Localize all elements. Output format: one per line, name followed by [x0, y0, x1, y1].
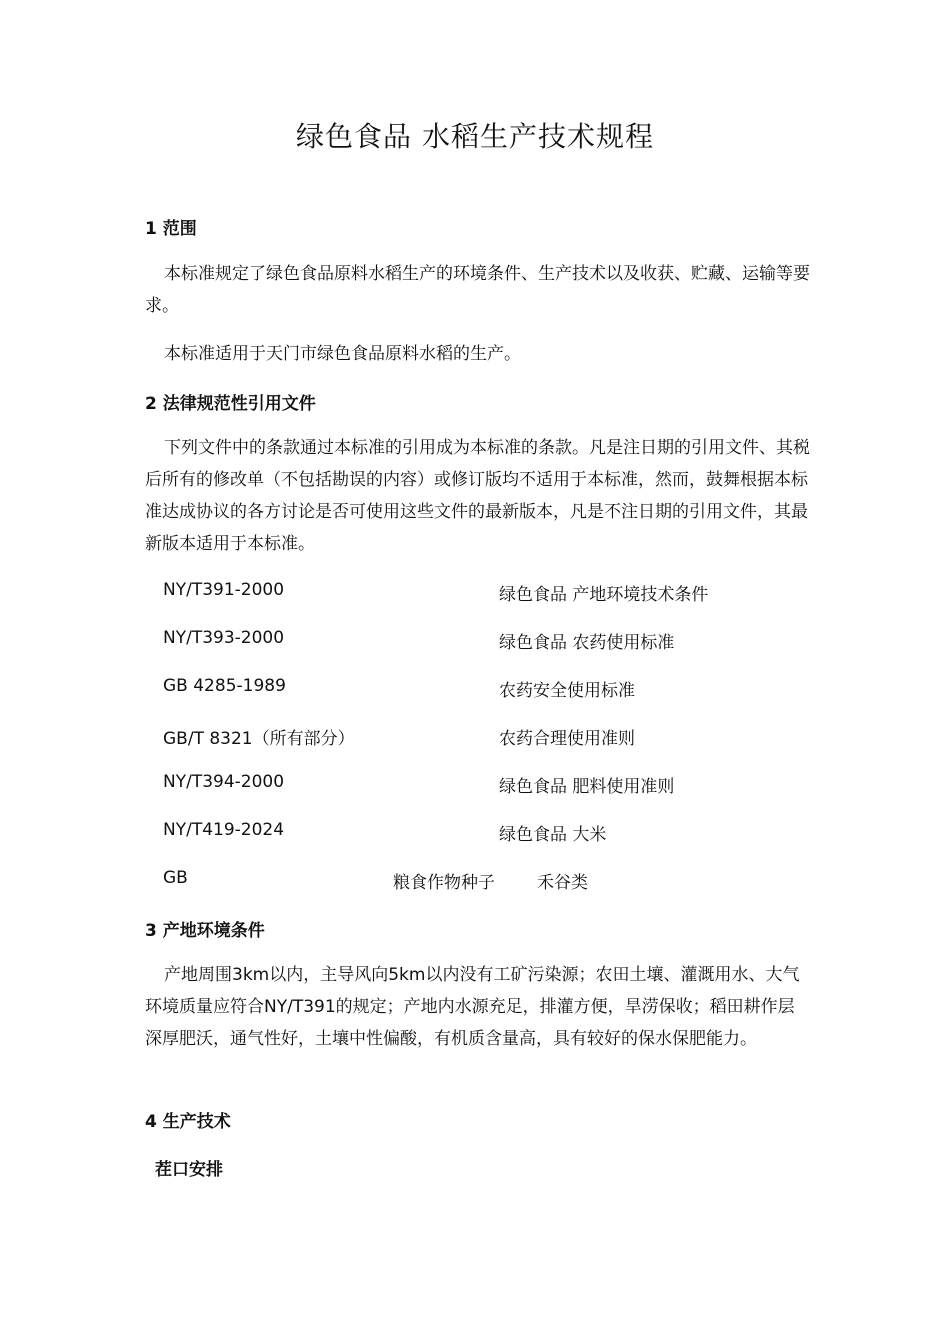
- reference-name-suffix: 禾谷类: [537, 873, 588, 893]
- section-3-heading: 3 产地环境条件: [145, 921, 265, 941]
- reference-name: 绿色食品 产地环境技术条件: [499, 585, 709, 605]
- reference-name: 农药合理使用准则: [499, 729, 635, 749]
- section-2-heading: 2 法律规范性引用文件: [145, 394, 316, 414]
- section-1-paragraph-2-text: 本标准适用于天门市绿色食品原料水稻的生产。: [164, 344, 521, 364]
- reference-code: GB: [163, 868, 188, 888]
- section-2-paragraph-1: [145, 432, 810, 560]
- section-3-paragraph-1-text: 产地周围3km以内，主导风向5km以内没有工矿污染源；农田土壤、灌溉用水、大气环境质量应符合NY/T391的规定；产地内水源充足，排灌方便，旱涝保收；稻田耕作层深厚肥沃，通气性好，土壤中性偏酸，有机质含量高，具有较好的保水保肥能力。: [145, 965, 800, 1049]
- reference-row: [0, 868, 950, 892]
- reference-code: GB 4285-1989: [163, 676, 286, 696]
- reference-row: [0, 772, 950, 796]
- section-1-heading: 1 范围: [145, 219, 197, 239]
- reference-name: 绿色食品 大米: [499, 825, 607, 845]
- reference-name: 农药安全使用标准: [499, 681, 635, 701]
- reference-code: NY/T391-2000: [163, 580, 285, 600]
- section-4-heading: 4 生产技术: [145, 1112, 231, 1132]
- reference-row: [0, 676, 950, 700]
- section-3-paragraph-1: [145, 959, 810, 1055]
- reference-name: 粮食作物种子: [393, 873, 495, 893]
- reference-name: 绿色食品 肥料使用准则: [499, 777, 675, 797]
- document-title: 绿色食品 水稻生产技术规程: [296, 120, 654, 153]
- section-4-subheading: 茬口安排: [155, 1160, 223, 1180]
- reference-code: NY/T393-2000: [163, 628, 285, 648]
- reference-code: NY/T419-2024: [163, 820, 285, 840]
- section-2-paragraph-1-text: 下列文件中的条款通过本标准的引用成为本标准的条款。凡是注日期的引用文件、其税后所有的修改单（不包括勘误的内容）或修订版均不适用于本标准，然而，鼓舞根据本标准达成协议的各方讨论是否可使用这些文件的最新版本，凡是不注日期的引用文件，其最新版本适用于本标准。: [145, 438, 810, 554]
- section-1-paragraph-2: [145, 338, 810, 370]
- reference-row: [0, 580, 950, 604]
- section-1-paragraph-1: [145, 258, 810, 322]
- reference-row: [0, 724, 950, 748]
- reference-code: GB/T 8321（所有部分）: [163, 729, 355, 749]
- reference-row: [0, 820, 950, 844]
- section-1-paragraph-1-text: 本标准规定了绿色食品原料水稻生产的环境条件、生产技术以及收获、贮藏、运输等要求。: [145, 264, 810, 316]
- reference-name: 绿色食品 农药使用标准: [499, 633, 675, 653]
- reference-row: [0, 628, 950, 652]
- reference-code: NY/T394-2000: [163, 772, 285, 792]
